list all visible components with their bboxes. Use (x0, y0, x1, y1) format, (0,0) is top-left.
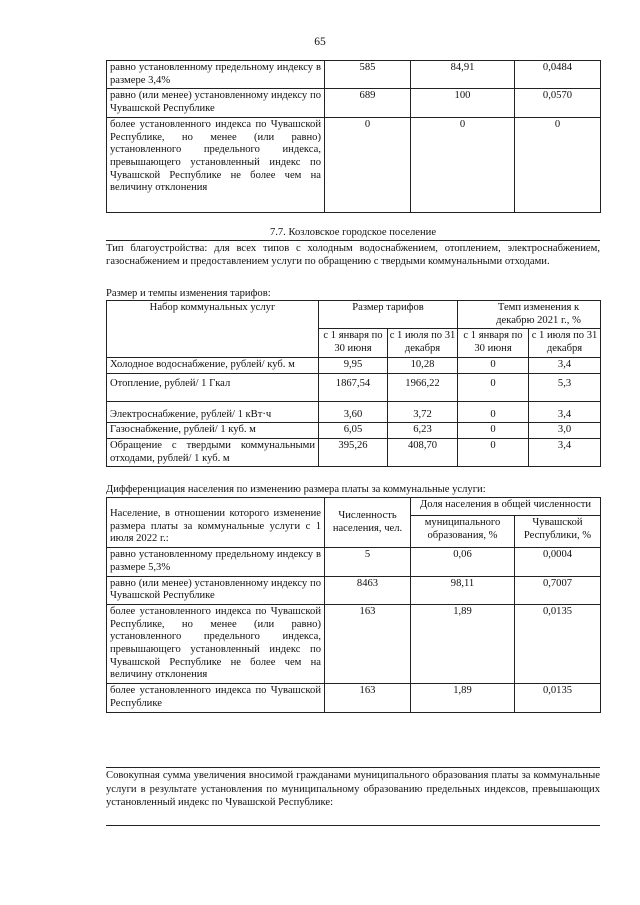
page-number: 65 (314, 36, 326, 48)
differentiation-table (106, 497, 601, 713)
table-row (107, 423, 601, 439)
header-share: Доля населения в общей численности (411, 498, 601, 516)
header-rate: Темп изменения к декабрю 2021 г., % (458, 301, 601, 329)
tariff-h2: 408,70 (388, 438, 458, 466)
service-label: Электроснабжение, рублей/ 1 кВт·ч (107, 401, 319, 423)
rate-h2: 3,4 (529, 357, 601, 373)
service-label: Обращение с твердыми коммунальными отходами, рублей/ 1 куб. м (107, 438, 319, 466)
municipal-share: 1,89 (411, 684, 515, 712)
population-count: 689 (325, 89, 411, 117)
rate-h1: 0 (458, 423, 529, 439)
tariffs-table (106, 300, 601, 467)
table-row (107, 117, 601, 212)
municipal-share: 1,89 (411, 604, 515, 683)
table-row (107, 604, 601, 683)
divider (106, 240, 600, 241)
rate-h2: 3,4 (529, 401, 601, 423)
republic-share: 0,0135 (515, 604, 601, 683)
population-table-continued (106, 60, 601, 213)
section-heading: 7.7. Козловское городское поселение (269, 227, 437, 238)
row-label: более установленного индекса по Чувашской Республике (107, 684, 325, 712)
table-row (107, 438, 601, 466)
tariff-caption: Размер и темпы изменения тарифов: (106, 288, 271, 299)
divider (106, 825, 600, 826)
republic-share: 0 (515, 117, 601, 212)
rate-h2: 5,3 (529, 373, 601, 401)
table-row (107, 401, 601, 423)
tariff-h2: 10,28 (388, 357, 458, 373)
republic-share: 0,0135 (515, 684, 601, 712)
header-population: Население, в отношении которого изменение размера платы за коммунальные услуги с 1 июля 2022 г.: (107, 498, 325, 548)
service-label: Холодное водоснабжение, рублей/ куб. м (107, 357, 319, 373)
divider (106, 767, 600, 768)
population-count: 8463 (325, 576, 411, 604)
header-count: Численность населения, чел. (325, 498, 411, 548)
header-service: Набор коммунальных услуг (107, 301, 319, 358)
row-label: равно установленному предельному индексу в размере 3,4% (107, 61, 325, 89)
population-count: 163 (325, 604, 411, 683)
header-republic: Чувашской Республики, % (515, 515, 601, 547)
population-count: 585 (325, 61, 411, 89)
row-label: равно (или менее) установленному индексу по Чувашской Республике (107, 89, 325, 117)
period-header: с 1 января по 30 июня (458, 329, 529, 357)
rate-h1: 0 (458, 357, 529, 373)
differentiation-caption: Дифференциация населения по изменению размера платы за коммунальные услуги: (106, 484, 486, 495)
header-size: Размер тарифов (319, 301, 458, 329)
tariff-h1: 3,60 (319, 401, 388, 423)
table-row (107, 548, 601, 576)
republic-share: 0,0484 (515, 61, 601, 89)
rate-h2: 3,4 (529, 438, 601, 466)
tariff-h1: 9,95 (319, 357, 388, 373)
header-municipal: муниципального образования, % (411, 515, 515, 547)
row-label: более установленного индекса по Чувашской Республике, но менее (или равно) установленного предельного индекса, превышающего установленный индекс по Чувашской Республике не более чем на величину отклонения (107, 604, 325, 683)
municipal-share: 84,91 (411, 61, 515, 89)
table-row (107, 576, 601, 604)
rate-h1: 0 (458, 373, 529, 401)
row-label: равно (или менее) установленному индексу по Чувашской Республике (107, 576, 325, 604)
municipal-share: 98,11 (411, 576, 515, 604)
table-row (107, 357, 601, 373)
tariff-h2: 3,72 (388, 401, 458, 423)
population-count: 163 (325, 684, 411, 712)
row-label: более установленного индекса по Чувашской Республике, но менее (или равно) установленного предельного индекса, превышающего установленный индекс по Чувашской Республике не более чем на величину отклонения (107, 117, 325, 212)
republic-share: 0,0570 (515, 89, 601, 117)
rate-h2: 3,0 (529, 423, 601, 439)
municipal-share: 0,06 (411, 548, 515, 576)
tariff-h2: 1966,22 (388, 373, 458, 401)
service-label: Отопление, рублей/ 1 Гкал (107, 373, 319, 401)
tariff-h1: 1867,54 (319, 373, 388, 401)
municipal-share: 0 (411, 117, 515, 212)
period-header: с 1 января по 30 июня (319, 329, 388, 357)
rate-h1: 0 (458, 401, 529, 423)
table-row (107, 684, 601, 712)
improvement-type: Тип благоустройства: для всех типов с холодным водоснабжением, отоплением, электроснабжением, газоснабжением и предоставлением услуги по обращению с твердыми коммунальными отходами. (106, 243, 600, 267)
rate-h1: 0 (458, 438, 529, 466)
row-label: равно установленному предельному индексу в размере 5,3% (107, 548, 325, 576)
tariff-h1: 395,26 (319, 438, 388, 466)
table-row (107, 89, 601, 117)
population-count: 0 (325, 117, 411, 212)
table-row (107, 373, 601, 401)
service-label: Газоснабжение, рублей/ 1 куб. м (107, 423, 319, 439)
republic-share: 0,0004 (515, 548, 601, 576)
period-header: с 1 июля по 31 декабря (529, 329, 601, 357)
municipal-share: 100 (411, 89, 515, 117)
republic-share: 0,7007 (515, 576, 601, 604)
summary-text: Совокупная сумма увеличения вносимой гражданами муниципального образования платы за коммунальные услуги в результате установления по муниципальному образованию предельных индексов, превышающих установленный индекс по Чувашской Республике: (106, 770, 600, 808)
tariff-h2: 6,23 (388, 423, 458, 439)
period-header: с 1 июля по 31 декабря (388, 329, 458, 357)
table-row (107, 61, 601, 89)
tariff-h1: 6,05 (319, 423, 388, 439)
population-count: 5 (325, 548, 411, 576)
